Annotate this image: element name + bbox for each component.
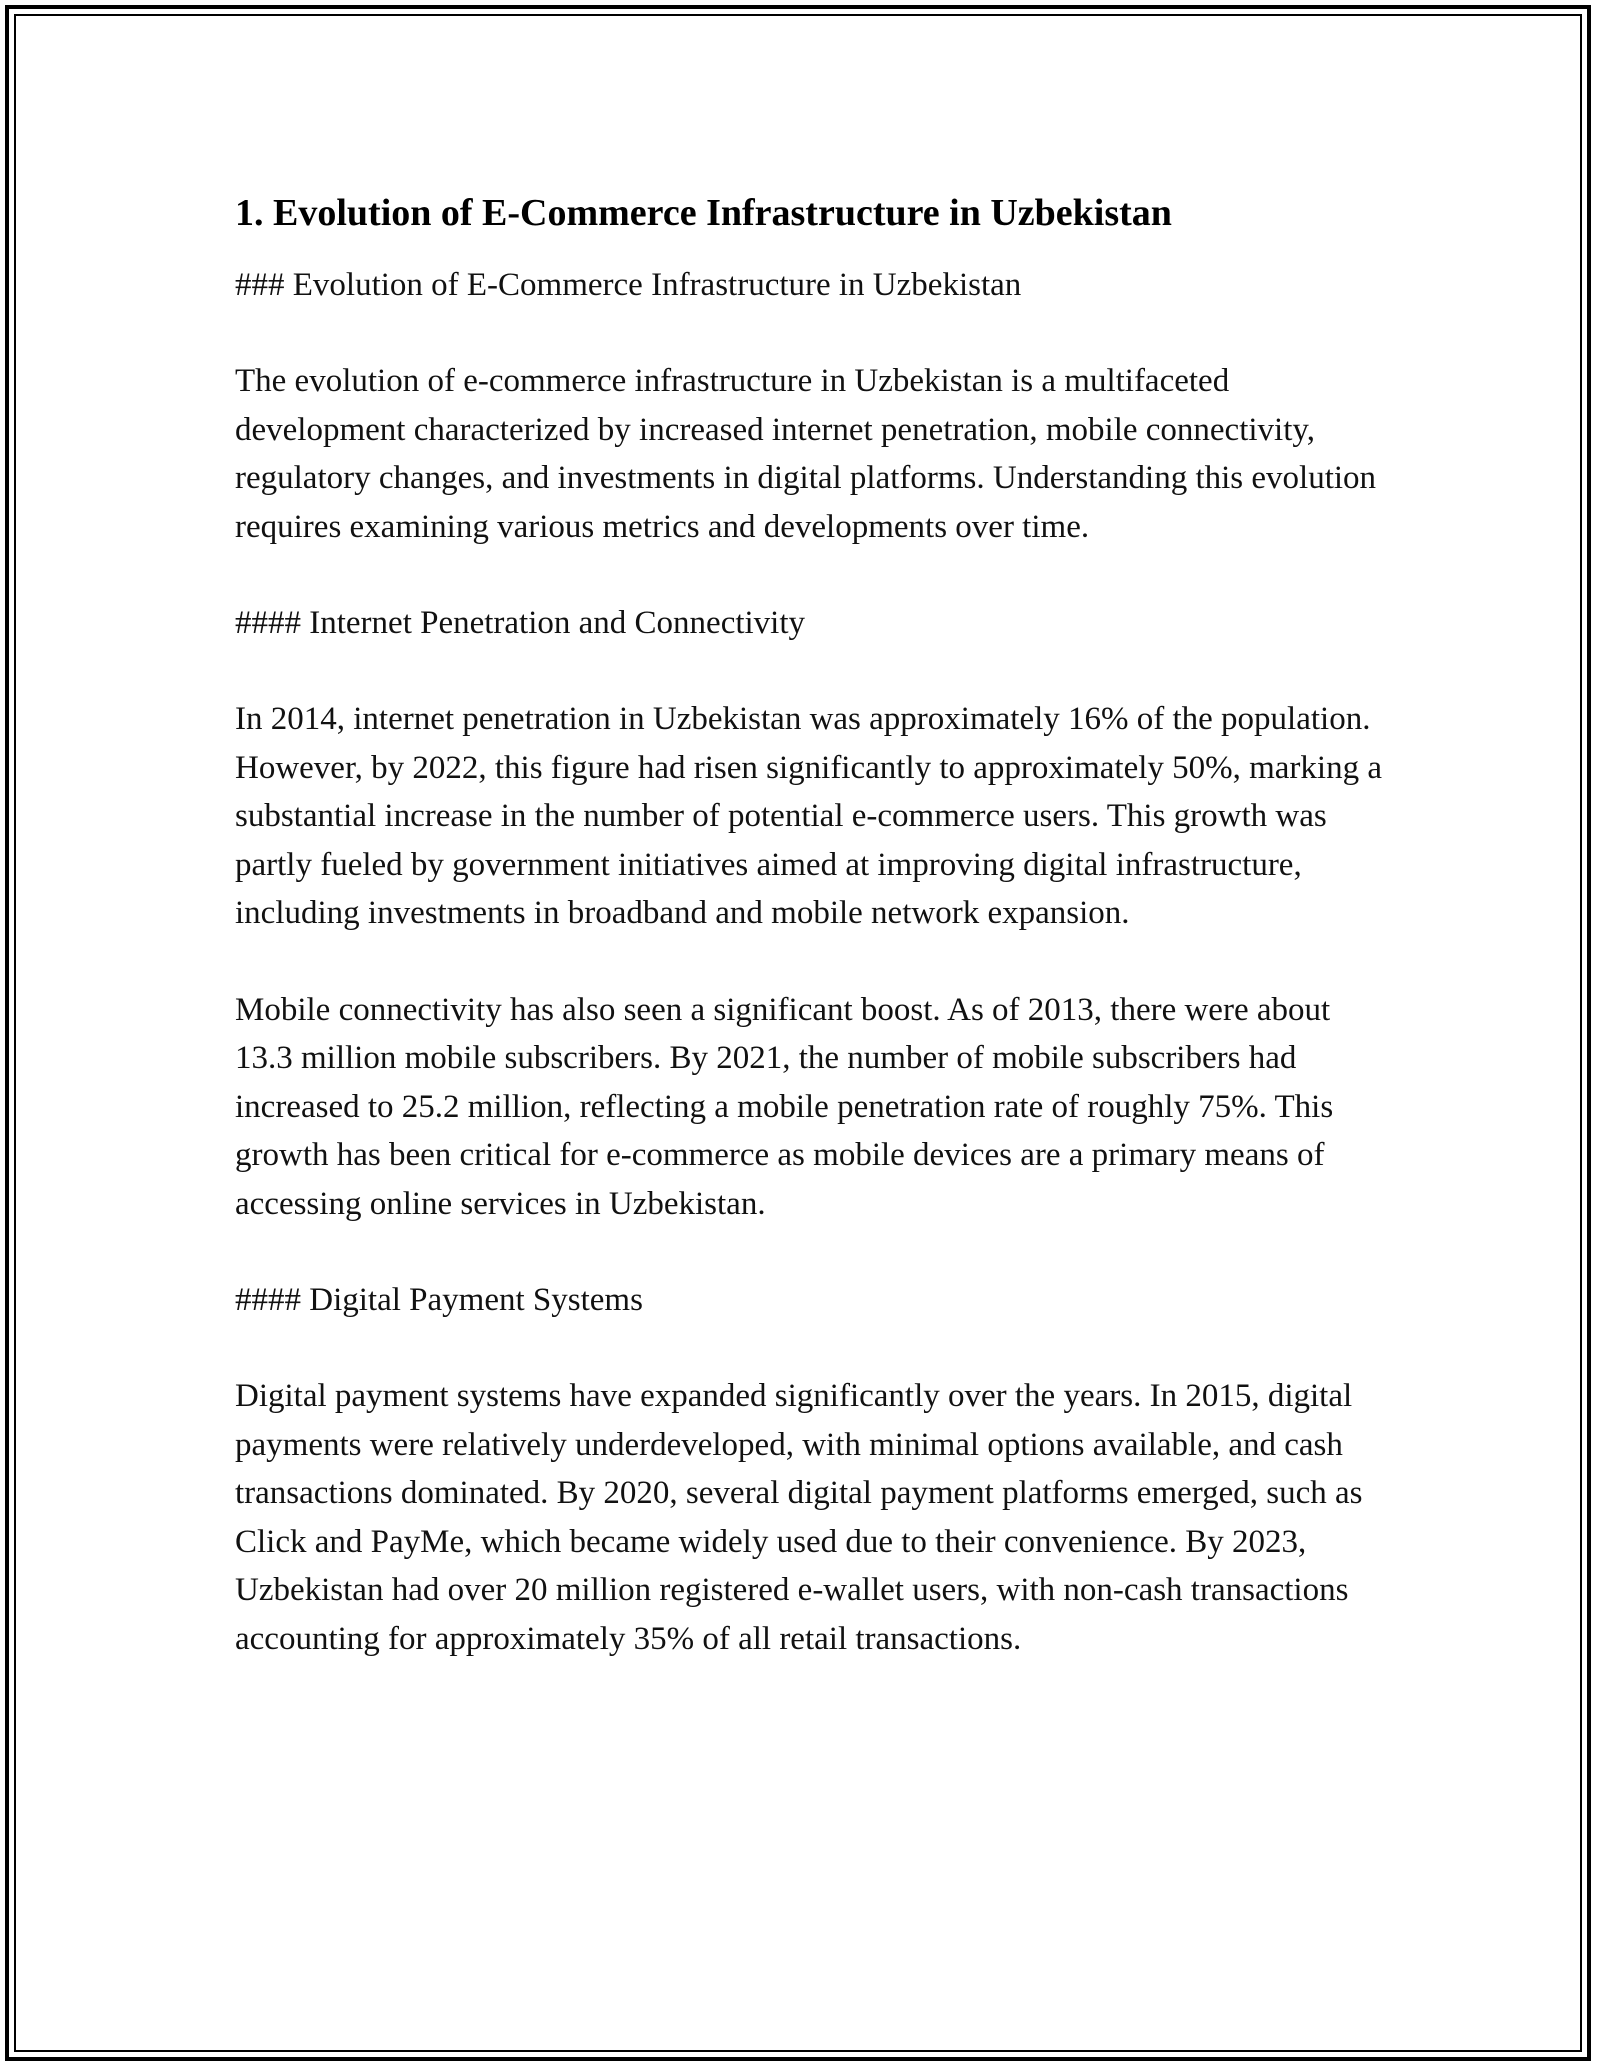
internet-paragraph-1: In 2014, internet penetration in Uzbekistan was approximately 16% of the population. However, by 2022, this figure had risen significantly to approximately 50%, marking a substantial increase in the number of potential e-commerce users. This growth was partly fueled by government initiatives aimed at improving digital infrastructure, including investments in broadband and mobile network expansion. bbox=[235, 701, 1382, 931]
section-heading-internet: #### Internet Penetration and Connectivity bbox=[235, 605, 806, 641]
internet-paragraph-2: Mobile connectivity has also seen a significant boost. As of 2013, there were about 13.3 million mobile subscribers. By 2021, the number of mobile subscribers had increased to 25.2 million, reflecting a mobile penetration rate of roughly 75%. This growth has been critical for e-commerce as mobile devices are a primary means of accessing online services in Uzbekistan. bbox=[235, 991, 1334, 1222]
payments-paragraph-1: Digital payment systems have expanded significantly over the years. In 2015, digital payments were relatively underdeveloped, with minimal options available, and cash transactions dominated. By 2020, several digital payment platforms emerged, such as Click and PayMe, which became widely used due to their convenience. By 2023, Uzbekistan had over 20 million registered e-wallet users, with non-cash transactions accounting for approximately 35% of all retail transactions. bbox=[235, 1378, 1363, 1657]
page-title: 1. Evolution of E-Commerce Infrastructure in Uzbekistan bbox=[235, 192, 1172, 234]
document-body bbox=[235, 185, 1385, 1663]
section-heading-main: ### Evolution of E-Commerce Infrastructure in Uzbekistan bbox=[235, 267, 1022, 303]
section-heading-payments: #### Digital Payment Systems bbox=[235, 1282, 643, 1318]
intro-paragraph: The evolution of e-commerce infrastructure in Uzbekistan is a multifaceted development characterized by increased internet penetration, mobile connectivity, regulatory changes, and investments in digital platforms. Understanding this evolution requires examining various metrics and developments over time. bbox=[235, 363, 1377, 545]
